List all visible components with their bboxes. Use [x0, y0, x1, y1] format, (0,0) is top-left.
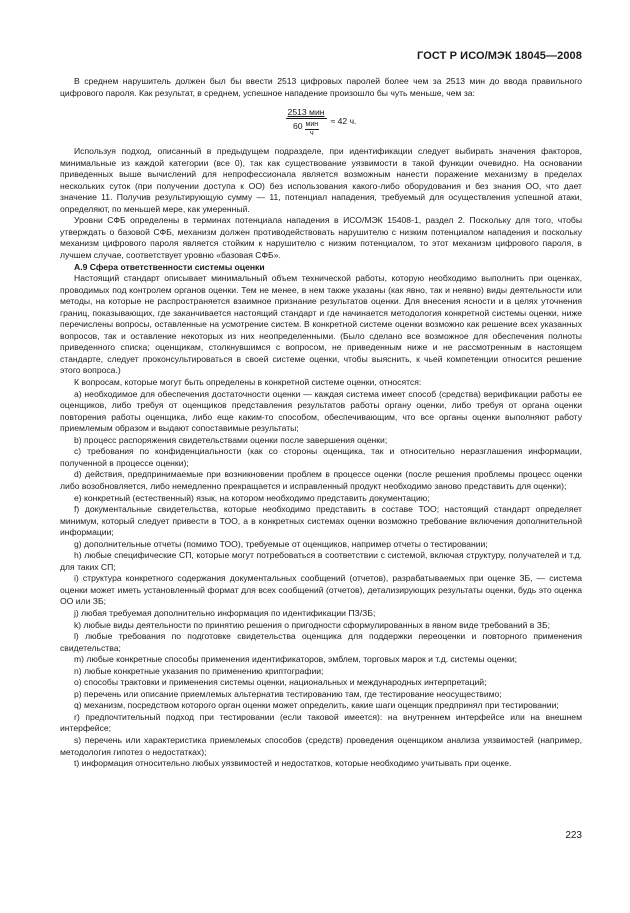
list-item: g) дополнительные отчеты (помимо ТОО), требуемые от оценщиков, например отчеты о тестировании; [74, 538, 488, 549]
formula-result: ≈ 42 ч. [330, 116, 357, 127]
list-item: i) структура конкретного содержания документальных сообщений (отчетов), разрабатываемых при оценке ЗБ, — система оценки может иметь установленный формат для всех сообщений (отчетов), детализирующих результаты оценки, будь это оценка ОО или ЗБ; [60, 573, 582, 607]
formula-numerator: 2513 мин [287, 106, 325, 117]
list-item: q) механизм, посредством которого орган оценки может определить, какие шаги оценщик предпринял при тестировании; [74, 700, 559, 711]
list-item: k) любые виды деятельности по принятию решения о пригодности сформулированных в явном виде требований в ЗБ; [74, 619, 550, 630]
formula-unit-fraction [305, 121, 320, 138]
intro-paragraph: В среднем нарушитель должен был бы ввести 2513 цифровых паролей более чем за 2513 мин до ввода правильного цифрового пароля. Как результат, в среднем, успешное нападение произошло бы чуть меньше, чем за: [60, 76, 582, 98]
body-paragraph: Уровни СФБ определены в терминах потенциала нападения в ИСО/МЭК 15408-1, раздел 2. Поскольку для того, чтобы утверждать о базовой СФБ, механизм должен противодействовать нарушителю с низким потенциалом нападения и поскольку механизм цифрового пароля является стойким к нарушителю с низким потенциалом, то этот механизм цифрового пароля, в лучшем случае, соответствует уровню «базовая СФБ». [60, 215, 582, 261]
section-paragraph: К вопросам, которые могут быть определены в конкретной системе оценки, относятся: [74, 377, 422, 388]
list-item: l) любые требования по подготовке свидетельства оценщика для поддержки переоценки и повторного применения свидетельства; [60, 631, 582, 653]
list-item: а) необходимое для обеспечения достаточности оценки — каждая система имеет способ (средства) верификации работы ее оценщиков, либо требуя от оценщиков представления результатов работы органу оценки, либо требуя от органа оценки повторения работы оценщика, либо еще каким-то способом, обеспечивающим, что все органы оценки выполняют работу приемлемым образом и выдают сопоставимые результаты; [60, 388, 582, 434]
formula-unit-top: мин [305, 120, 319, 128]
list-item: m) любые конкретные способы применения идентификаторов, эмблем, торговых марок и т.д. системы оценки; [74, 654, 518, 665]
formula-denominator [293, 119, 319, 138]
list-item: f) документальные свидетельства, которые необходимо представить в составе ТОО; настоящий стандарт определяет минимум, который следует привести в ТОО, а в конкретных системах оценки возможно требование включения дополнительной информации; [60, 504, 582, 538]
list-item: r) предпочтительный подход при тестировании (если таковой имеется): на внутреннем интерфейсе или на внешнем интерфейсе; [60, 711, 582, 734]
document-body [60, 76, 582, 770]
list-item: s) перечень или характеристика приемлемых способов (средств) проведения оценщиком анализа уязвимостей (например, методология гипотез о недостатках); [60, 734, 582, 757]
section-paragraph: Настоящий стандарт описывает минимальный объем технической работы, которую необходимо выполнить при оценках, проводимых под контролем органов оценки. Тем не менее, в нем также указаны (как явно, так и неявно) виды деятельности или методы, на которые не распространяется взаимное признание результатов оценки. Для внесения ясности и в целях уточнения границ, показывающих, где заканчивается настоящий стандарт и где начинается методология конкретной системы оценки, ниже перечислены вопросы, оставленные на усмотрение систем. В конкретной системе оценки возможно как решение всех указанных вопросов, так и оставление некоторых из них неопределенными. (Было сделано все возможное для обеспечения полноты приведенного списка; оценщикам, столкнувшимся с вопросом, не приведенным ниже и не рассмотренным в настоящем стандарте, следует проконсультироваться в своей системе оценки, чтобы выяснить, к чьей компетенции относится решение этого вопроса.) [60, 273, 582, 376]
evaluation-scheme-list [60, 389, 582, 770]
list-item: n) любые конкретные указания по применению криптографии; [74, 665, 324, 676]
list-item: о) способы трактовки и применения системы оценки, национальных и международных интерпретаций; [74, 677, 487, 688]
list-item: р) перечень или описание приемлемых альтернатив тестированию там, где тестирование неосуществимо; [74, 688, 502, 699]
list-item: d) действия, предпринимаемые при возникновении проблем в процессе оценки (после решения проблемы процесс оценки либо возобновляется, либо немедленно прекращается и исправленный продукт необходимо заново представить для оценки); [60, 469, 582, 491]
list-item: j) любая требуемая дополнительно информация по идентификации ПЗ/ЗБ; [74, 607, 376, 618]
list-item: h) любые специфические СП, которые могут потребоваться в соответствии с системой, включая структуру, получателей и т.д. для таких СП; [60, 550, 582, 572]
formula-unit-bottom: ч [309, 129, 314, 137]
list-item: е) конкретный (естественный) язык, на котором необходимо представить документацию; [74, 492, 430, 503]
formula-denominator-value: 60 [292, 120, 303, 131]
attack-time-formula [60, 105, 582, 139]
formula-fraction [286, 107, 327, 138]
list-item: с) требования по конфиденциальности (как со стороны оценщика, так и относительно неразглашения информации, полученной в процессе оценки); [60, 446, 582, 468]
list-item: t) информация относительно любых уязвимостей и недостатков, которые необходимо учитывать при оценке. [74, 758, 512, 769]
body-paragraph: Используя подход, описанный в предыдущем подразделе, при идентификации следует выбирать значения факторов, минимальные из каждой категории (все 0), так как существование уязвимости в такой функции очевидно. На основании приведенных выше вычислений для непрофессионала является возможным нанести поражение механизму в пределах нескольких суток (при получении доступа к ОО) без использования какого-либо оборудования и без знания ОО, что дает значение 11. Получив результирующую сумму — 11, потенциал нападения, требуемый для осуществления успешной атаки, определяют, по меньшей мере, как умеренный. [60, 146, 582, 214]
section-title: А.9 Сфера ответственности системы оценки [74, 261, 265, 272]
page-number: 223 [565, 830, 582, 841]
list-item: b) процесс распоряжения свидетельствами оценки после завершения оценки; [74, 434, 388, 445]
standard-header: ГОСТ Р ИСО/МЭК 18045—2008 [417, 50, 582, 62]
